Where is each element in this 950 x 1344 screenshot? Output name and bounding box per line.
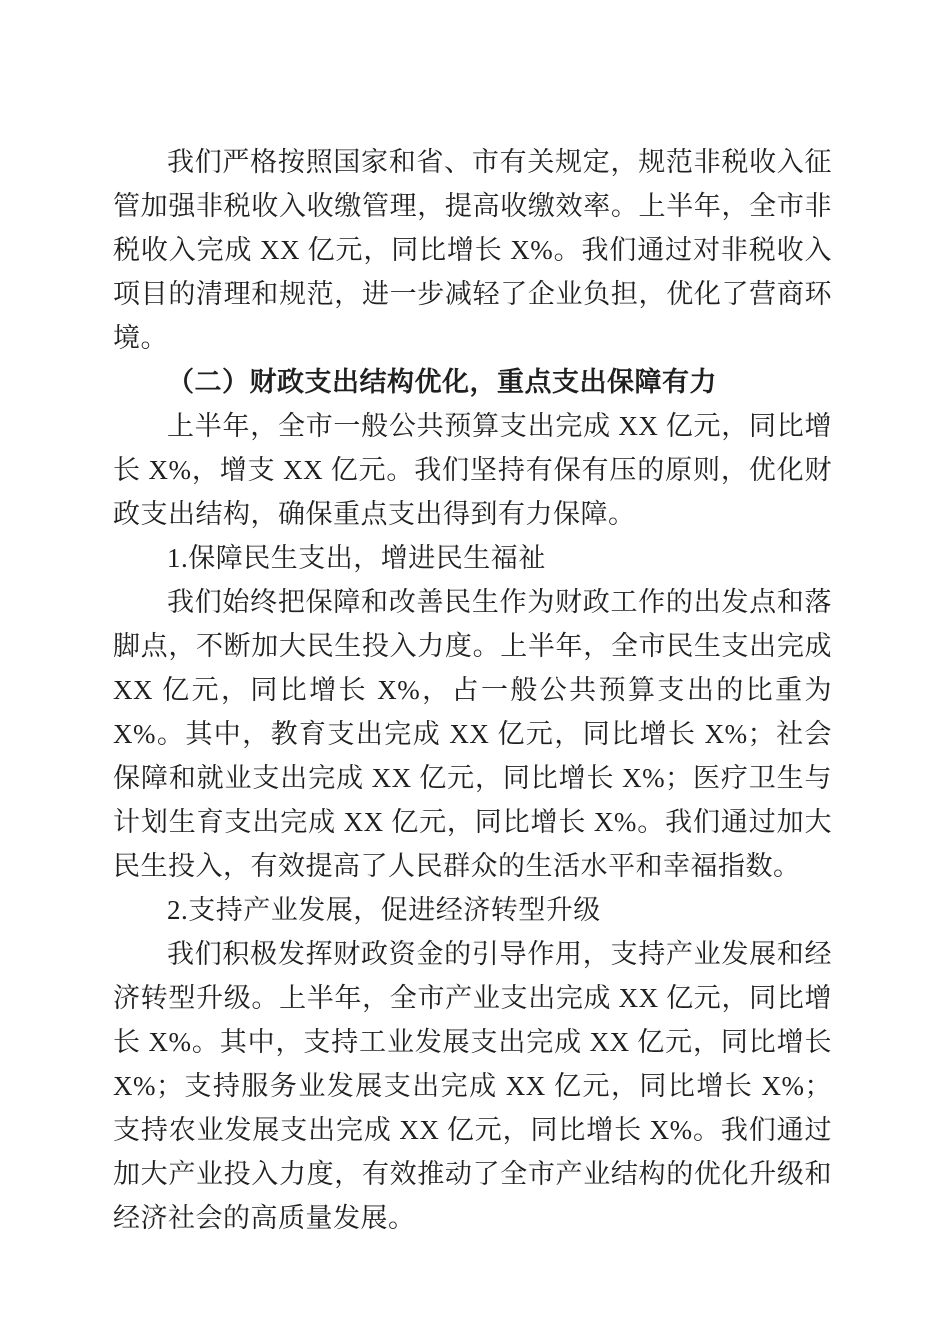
subheading-industry-development: 2.支持产业发展，促进经济转型升级 [167,895,601,925]
paragraph-livelihood-spending: 我们始终把保障和改善民生作为财政工作的出发点和落脚点，不断加大民生投入力度。上半年，全市民生支出完成 XX 亿元，同比增长 X%，占一般公共预算支出的比重为 X%。其中，教育支出完成 XX 亿元，同比增长 X%；社会保障和就业支出完成 XX 亿元，同比增长 X%；医疗卫生与计划生育支出完成 XX 亿元，同比增长 X%。我们通过加大民生投入，有效提高了人民群众的生活水平和幸福指数。 [113,587,832,881]
section-heading-expenditure-structure: （二）财政支出结构优化，重点支出保障有力 [167,367,717,397]
paragraph-industry-spending: 我们积极发挥财政资金的引导作用，支持产业发展和经济转型升级。上半年，全市产业支出完成 XX 亿元，同比增长 X%。其中，支持工业发展支出完成 XX 亿元，同比增长 X%；支持服务业发展支出完成 XX 亿元，同比增长 X%；支持农业发展支出完成 XX 亿元，同比增长 X%。我们通过加大产业投入力度，有效推动了全市产业结构的优化升级和经济社会的高质量发展。 [113,939,832,1233]
paragraph-budget-expenditure: 上半年，全市一般公共预算支出完成 XX 亿元，同比增长 X%，增支 XX 亿元。我们坚持有保有压的原则，优化财政支出结构，确保重点支出得到有力保障。 [113,411,832,529]
paragraph-nontax-revenue: 我们严格按照国家和省、市有关规定，规范非税收入征管加强非税收入收缴管理，提高收缴效率。上半年，全市非税收入完成 XX 亿元，同比增长 X%。我们通过对非税收入项目的清理和规范，进一步减轻了企业负担，优化了营商环境。 [113,147,832,353]
subheading-livelihood-spending: 1.保障民生支出，增进民生福祉 [167,543,546,573]
